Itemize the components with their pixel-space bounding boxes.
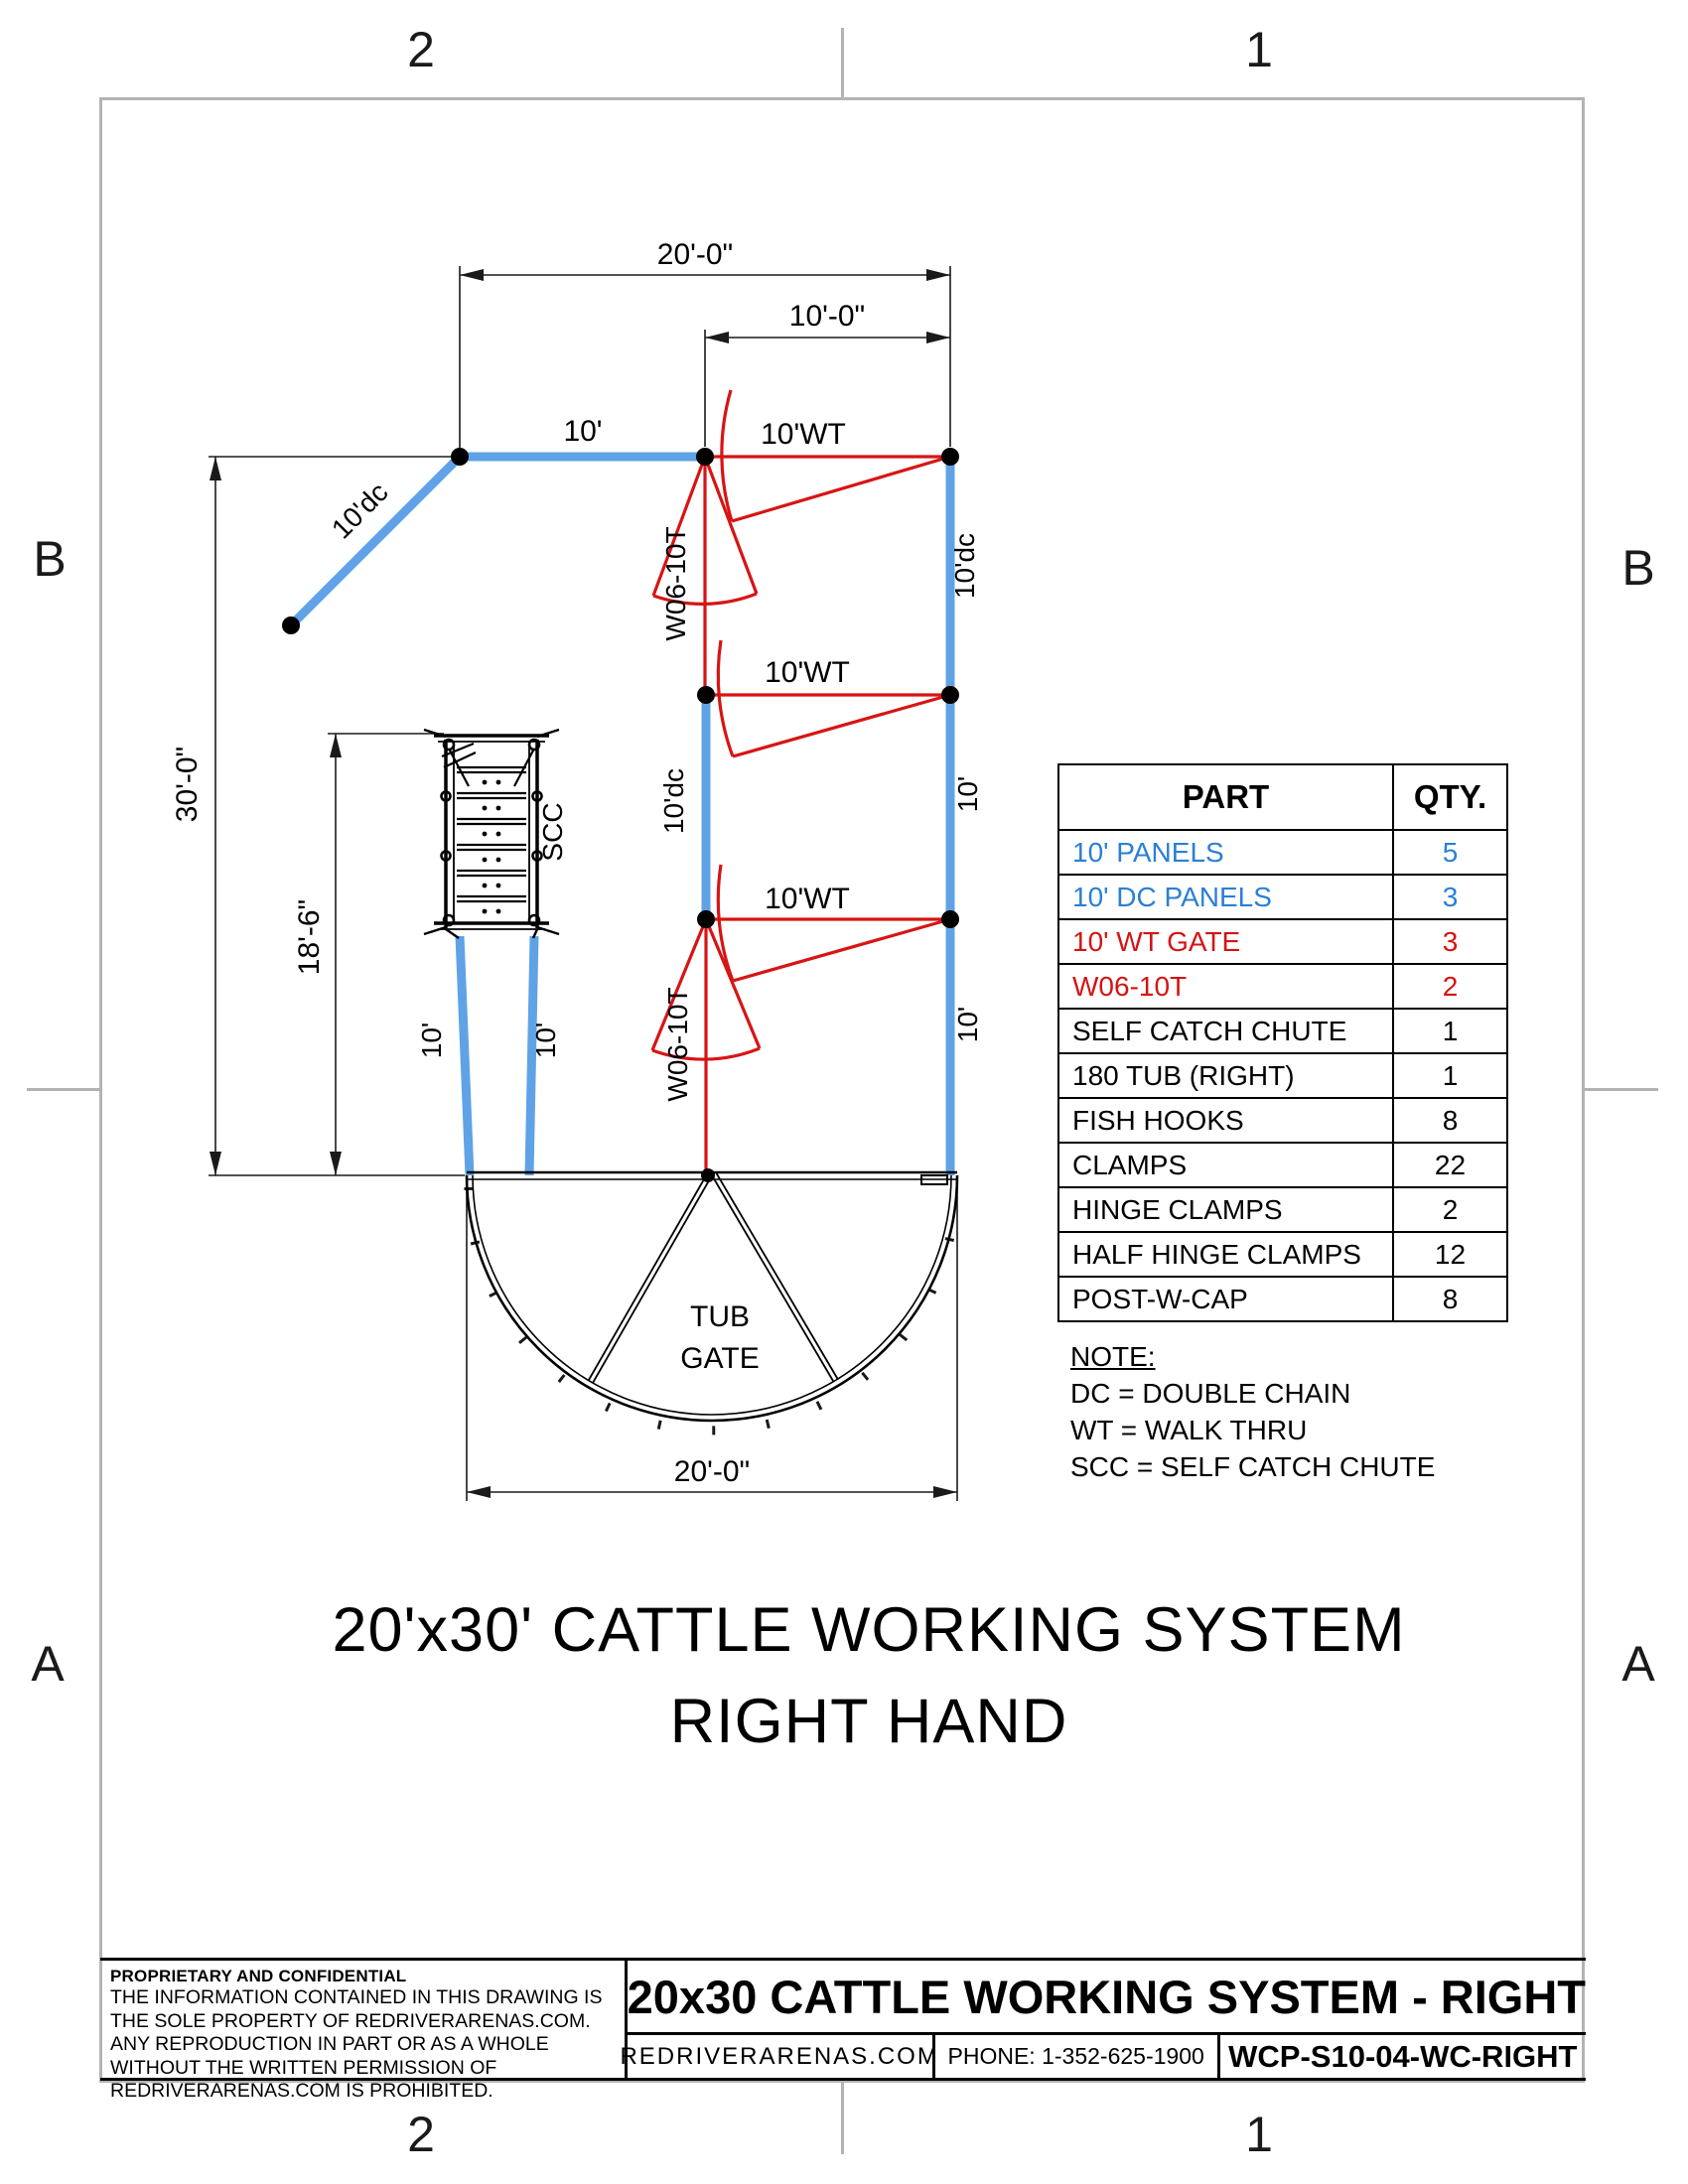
label-diag-dc: 10'dc <box>325 476 394 545</box>
drawing-title-line2: RIGHT HAND <box>669 1687 1068 1756</box>
part-cell: HALF HINGE CLAMPS <box>1058 1232 1393 1277</box>
qty-cell: 1 <box>1393 1009 1507 1053</box>
parts-table-header <box>1058 764 1507 830</box>
qty-cell: 2 <box>1393 1187 1507 1232</box>
proprietary-notice <box>100 1961 628 2102</box>
table-row <box>1058 875 1507 919</box>
dim-alley-height: 18'-6" <box>293 898 326 976</box>
title-block-bottom-row <box>620 2035 1586 2078</box>
qty-cell: 2 <box>1393 964 1507 1009</box>
part-cell: 10' WT GATE <box>1058 919 1393 964</box>
post-nodes <box>282 448 959 1182</box>
label-top-panel: 10' <box>563 415 603 448</box>
part-cell: 10' DC PANELS <box>1058 875 1393 919</box>
dim-height-overall: 30'-0" <box>171 746 204 823</box>
part-number: WCP-S10-04-WC-RIGHT <box>1228 2038 1578 2074</box>
label-tub-line2: GATE <box>680 1342 760 1375</box>
zone-label-top-1: 1 <box>1245 22 1273 77</box>
qty-cell: 8 <box>1393 1277 1507 1321</box>
part-cell: 10' PANELS <box>1058 830 1393 875</box>
phone-number: PHONE: 1-352-625-1900 <box>935 2035 1220 2078</box>
note-line: DC = DOUBLE CHAIN <box>1070 1378 1351 1409</box>
qty-cell: 3 <box>1393 875 1507 919</box>
label-wt-gate-2: 10'WT <box>765 656 850 689</box>
table-row <box>1058 1187 1507 1232</box>
qty-cell: 3 <box>1393 919 1507 964</box>
zone-label-bottom-2: 2 <box>407 2107 435 2162</box>
part-cell: CLAMPS <box>1058 1143 1393 1187</box>
qty-cell: 8 <box>1393 1098 1507 1143</box>
note-line: WT = WALK THRU <box>1070 1415 1308 1445</box>
dim-tub-width: 20'-0" <box>673 1455 751 1488</box>
note-line: SCC = SELF CATCH CHUTE <box>1070 1451 1436 1482</box>
label-wt-gate-3: 10'WT <box>765 883 850 915</box>
part-cell: 180 TUB (RIGHT) <box>1058 1053 1393 1098</box>
label-tub-line1: TUB <box>690 1300 750 1333</box>
dim-top-right: 10'-0" <box>788 300 866 333</box>
table-row <box>1058 1009 1507 1053</box>
qty-cell: 12 <box>1393 1232 1507 1277</box>
label-right-10-a: 10' <box>952 775 983 813</box>
table-row <box>1058 1143 1507 1187</box>
website: REDRIVERARENAS.COM <box>628 2035 935 2078</box>
label-wt-gate-1: 10'WT <box>761 418 846 451</box>
title-block-right <box>620 1961 1586 2078</box>
proprietary-header: PROPRIETARY AND CONFIDENTIAL <box>110 1967 407 1985</box>
product-title: 20x30 CATTLE WORKING SYSTEM - RIGHT <box>628 1961 1586 2035</box>
table-row <box>1058 919 1507 964</box>
label-right-10-b: 10' <box>952 1006 983 1043</box>
label-alley-right-10: 10' <box>530 1022 561 1059</box>
table-row <box>1058 964 1507 1009</box>
part-cell: W06-10T <box>1058 964 1393 1009</box>
qty-cell: 22 <box>1393 1143 1507 1187</box>
table-row <box>1058 830 1507 875</box>
label-alley-left-10: 10' <box>416 1022 447 1059</box>
part-cell: POST-W-CAP <box>1058 1277 1393 1321</box>
table-row <box>1058 1277 1507 1321</box>
label-w06-1: W06-10T <box>660 526 691 641</box>
drawing-title <box>169 1584 1569 1767</box>
table-row <box>1058 1053 1507 1098</box>
parts-header-part: PART <box>1058 764 1393 830</box>
zone-label-left-a: A <box>31 1636 65 1692</box>
part-cell: HINGE CLAMPS <box>1058 1187 1393 1232</box>
zone-label-bottom-1: 1 <box>1245 2107 1273 2162</box>
part-cell: SELF CATCH CHUTE <box>1058 1009 1393 1053</box>
qty-cell: 1 <box>1393 1053 1507 1098</box>
title-block <box>100 1958 1586 2102</box>
zone-label-top-2: 2 <box>407 22 435 77</box>
zone-label-left-b: B <box>33 531 67 587</box>
table-row <box>1058 1232 1507 1277</box>
label-scc: SCC <box>537 802 568 862</box>
zone-label-right-a: A <box>1621 1636 1655 1692</box>
notes-block <box>1070 1338 1435 1485</box>
zone-label-right-b: B <box>1621 540 1655 596</box>
dim-top-overall: 20'-0" <box>656 238 734 271</box>
blue-panels <box>291 457 950 1175</box>
qty-cell: 5 <box>1393 830 1507 875</box>
parts-table <box>1057 763 1508 1322</box>
table-row <box>1058 1098 1507 1143</box>
parts-header-qty: QTY. <box>1393 764 1507 830</box>
label-right-dc: 10'dc <box>949 532 980 600</box>
label-w06-2: W06-10T <box>662 987 693 1102</box>
red-gates <box>652 390 950 1175</box>
part-cell: FISH HOOKS <box>1058 1098 1393 1143</box>
proprietary-body: THE INFORMATION CONTAINED IN THIS DRAWING IS THE SOLE PROPERTY OF REDRIVERARENAS.COM. ANY REPRODUCTION IN PART OR AS A WHOLE WITHOUT THE WRITTEN PERMISSION OF REDRIVERARENAS.COM IS PROHIBITED. <box>110 1986 603 2102</box>
label-mid-dc: 10'dc <box>658 767 689 835</box>
drawing-title-line1: 20'x30' CATTLE WORKING SYSTEM <box>332 1595 1406 1665</box>
notes-title: NOTE: <box>1070 1341 1156 1372</box>
